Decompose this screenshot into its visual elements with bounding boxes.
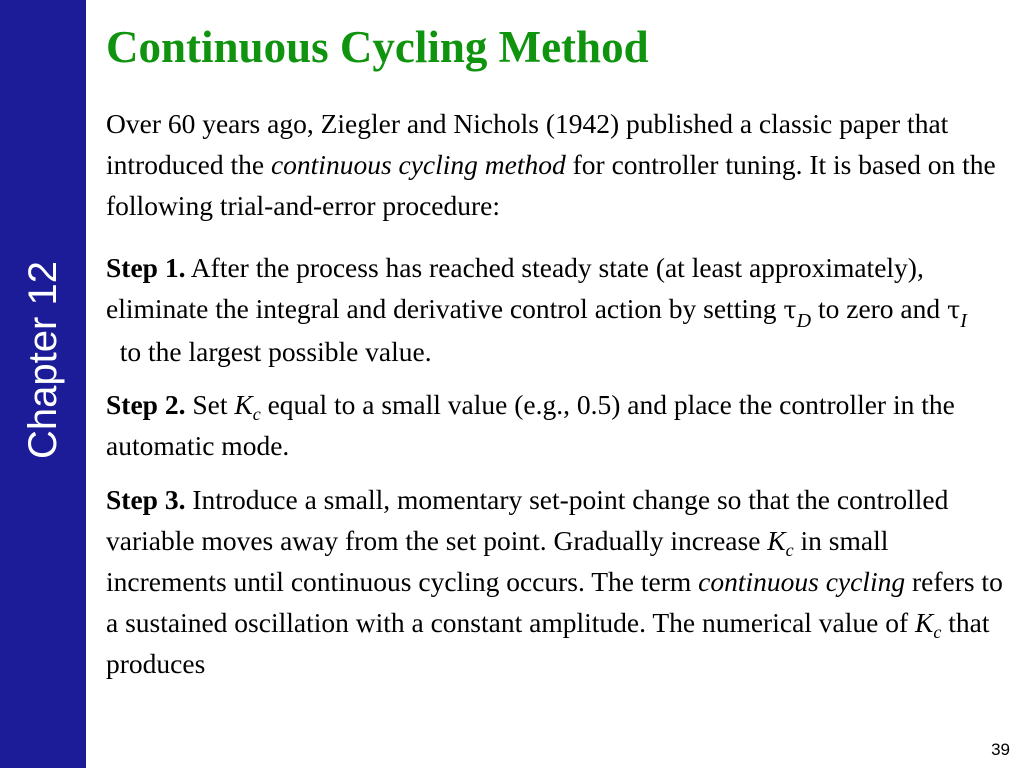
intro-text-2: for controller tuning. It is based on the following trial-and-error procedure: (106, 149, 996, 221)
intro-emphasis: continuous cycling method (270, 149, 566, 180)
step-1-text-1: After the process has reached steady state (at least approximately), eliminate the integral and derivative control action by setting (106, 252, 924, 324)
tau-d-subscript: D (796, 310, 812, 332)
kc-subscript: c (933, 622, 942, 642)
intro-text-1: Over 60 years ago, Ziegler and Nichols (1942) published a classic paper that introduced the (106, 108, 949, 180)
kc-variable: K (915, 607, 934, 638)
chapter-sidebar (0, 0, 86, 768)
step-2-label: Step 2. (106, 389, 186, 420)
step-3-emphasis: continuous cycling (698, 566, 906, 597)
tau-d-symbol: τ (783, 296, 797, 324)
step-1-label: Step 1. (106, 252, 186, 283)
step-3-text-3: refers to a sustained oscillation with a constant amplitude. The numerical value of (106, 566, 1003, 638)
step-3-label: Step 3. (106, 484, 186, 515)
kc-subscript: c (252, 404, 261, 424)
step-2-text-1: Set (185, 389, 235, 420)
step-2-paragraph (106, 384, 1014, 466)
step-1-paragraph (106, 247, 1014, 372)
step-1-text-3: to the largest possible value. (106, 336, 432, 367)
step-3-text-2: in small increments until continuous cycling occurs. The term (106, 525, 889, 597)
chapter-label: Chapter 12 (21, 261, 65, 459)
step-3-paragraph (106, 479, 1014, 684)
slide-title: Continuous Cycling Method (106, 22, 649, 72)
tau-i-symbol: τ (947, 296, 961, 324)
step-3-text-1: Introduce a small, momentary set-point change so that the controlled variable moves away from the set point. Gradually increase (106, 484, 949, 556)
tau-i-subscript: I (960, 310, 967, 332)
slide-body (106, 103, 1014, 684)
kc-subscript: c (785, 540, 794, 560)
kc-variable: K (767, 525, 786, 556)
step-2-text-2: equal to a small value (e.g., 0.5) and place the controller in the automatic mode. (106, 389, 955, 461)
step-3-text-4: that produces (106, 607, 990, 679)
page-number: 39 (991, 740, 1010, 759)
kc-variable: K (234, 389, 253, 420)
step-1-text-2: to zero and (811, 293, 948, 324)
intro-paragraph (106, 103, 1014, 226)
